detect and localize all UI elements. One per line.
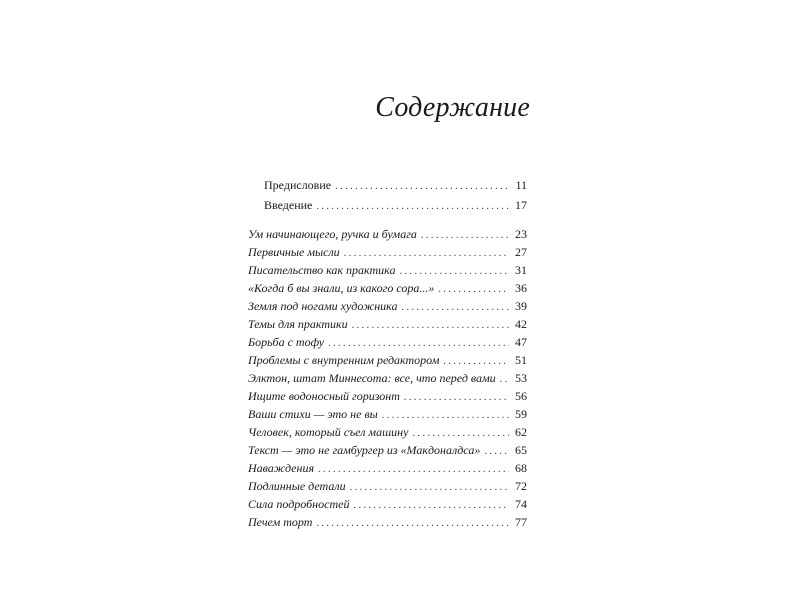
toc-row-chapter (248, 334, 527, 352)
dot-leader (328, 336, 509, 352)
toc-page-number: 65 (515, 443, 527, 457)
dot-leader (443, 354, 509, 370)
toc-entry-title: Элктон, штат Миннесота: все, что перед вами (248, 371, 496, 385)
toc-row-chapter (248, 514, 527, 532)
toc-page-number: 62 (515, 425, 527, 439)
toc-entry-title: Земля под ногами художника (248, 299, 398, 313)
toc-page-number: 59 (515, 407, 527, 421)
toc-entry-title: Наваждения (248, 461, 315, 475)
toc-entry-title: Подлинные детали (248, 479, 346, 493)
toc-page-number: 51 (515, 353, 527, 367)
dot-leader (382, 408, 509, 424)
toc-entry-title: Сила подробностей (248, 497, 350, 511)
toc-entry-title: Первичные мысли (248, 245, 340, 259)
toc-row-introduction (264, 197, 527, 215)
toc-page-number: 47 (515, 335, 527, 349)
dot-leader (344, 246, 509, 262)
dot-leader (404, 390, 509, 406)
toc-page-number: 17 (515, 198, 527, 212)
dot-leader (316, 199, 509, 215)
toc-row-chapter (248, 460, 527, 478)
toc-row-chapter (248, 478, 527, 496)
dot-leader (438, 282, 509, 298)
toc-page-number: 23 (515, 227, 527, 241)
toc-entry-title: Предисловие (264, 178, 332, 192)
dot-leader (316, 516, 509, 532)
toc-entry-title: Введение (264, 198, 313, 212)
toc-row-chapter (248, 244, 527, 262)
toc-row-chapter (248, 406, 527, 424)
toc-row-chapter (248, 352, 527, 370)
toc-row-chapter (248, 298, 527, 316)
toc-page-number: 11 (515, 178, 527, 192)
toc-entry-title: Ум начинающего, ручка и бумага (248, 227, 417, 241)
toc-entry-title: Борьба с тофу (248, 335, 325, 349)
toc-page-number: 36 (515, 281, 527, 295)
toc-row-chapter (248, 280, 527, 298)
toc-page-number: 72 (515, 479, 527, 493)
toc-page-number: 53 (515, 371, 527, 385)
dot-leader (399, 264, 509, 280)
toc-row-preface (264, 177, 527, 195)
toc-page-number: 68 (515, 461, 527, 475)
toc-entry-title: Текст — это не гамбургер из «Макдоналдса» (248, 443, 481, 457)
dot-leader (350, 480, 509, 496)
toc-entry-title: Ищите водоносный горизонт (248, 389, 400, 403)
dot-leader (401, 300, 509, 316)
toc-row-chapter (248, 424, 527, 442)
toc-entry-title: Проблемы с внутренним редактором (248, 353, 440, 367)
toc-row-chapter (248, 262, 527, 280)
toc-page-number: 77 (515, 515, 527, 529)
toc-page-number: 42 (515, 317, 527, 331)
dot-leader (500, 372, 509, 388)
toc-page-number: 31 (515, 263, 527, 277)
toc-row-chapter (248, 388, 527, 406)
toc-page-number: 27 (515, 245, 527, 259)
toc-row-chapter (248, 442, 527, 460)
toc-row-chapter (248, 496, 527, 514)
dot-leader (412, 426, 509, 442)
toc-row-chapter (248, 316, 527, 334)
toc-entry-title: Ваши стихи — это не вы (248, 407, 378, 421)
toc-page-number: 56 (515, 389, 527, 403)
toc-row-chapter (248, 226, 527, 244)
dot-leader (484, 444, 509, 460)
dot-leader (421, 228, 509, 244)
dot-leader (335, 179, 509, 195)
page-title: Содержание (375, 92, 530, 123)
dot-leader (352, 318, 509, 334)
dot-leader (318, 462, 509, 478)
toc-entry-title: Писательство как практика (248, 263, 396, 277)
toc-entry-title: «Когда б вы знали, из какого сора...» (248, 281, 435, 295)
toc-page-number: 74 (515, 497, 527, 511)
toc-entry-title: Печем торт (248, 515, 313, 529)
toc-entry-title: Темы для практики (248, 317, 348, 331)
dot-leader (353, 498, 509, 514)
toc-row-chapter (248, 370, 527, 388)
toc-page-number: 39 (515, 299, 527, 313)
toc-entry-title: Человек, который съел машину (248, 425, 409, 439)
